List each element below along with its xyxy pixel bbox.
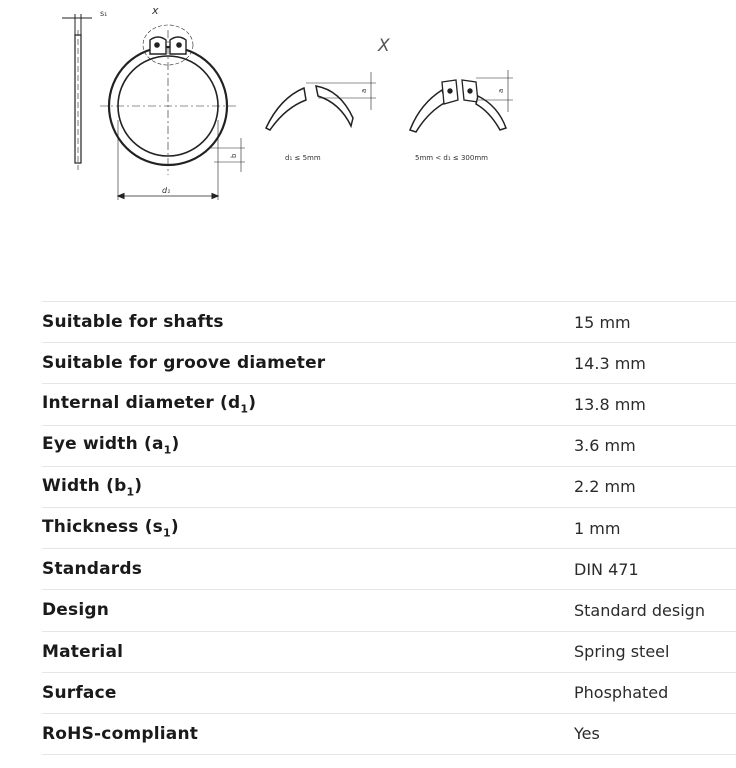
left-lug-hole — [155, 43, 160, 48]
spec-label: Standards — [42, 559, 143, 580]
spec-row — [42, 549, 736, 590]
spec-value: 2.2 mm — [574, 477, 636, 497]
spec-row — [42, 631, 736, 672]
detail-small-right-arm — [316, 86, 353, 126]
d1-label: d₁ — [162, 186, 171, 195]
spec-label: Internal diameter $(d_1)$ — [42, 393, 257, 416]
spec-row — [42, 507, 736, 548]
spec-label: Width $(b_1)$ — [42, 475, 143, 499]
spec-row — [42, 343, 736, 384]
detail-large-right-arm — [476, 96, 506, 130]
spec-row — [42, 713, 736, 754]
spec-label: Surface — [42, 682, 117, 703]
right-lug-hole — [177, 43, 182, 48]
detail-small-left-arm — [266, 88, 306, 130]
spec-row — [42, 590, 736, 631]
a-label-large: a — [497, 88, 505, 93]
detail-x-title: X — [378, 36, 390, 56]
technical-drawing — [0, 0, 736, 260]
spec-value: 13.8 mm — [574, 394, 646, 414]
spec-value: Phosphated — [574, 683, 669, 703]
a-label-small: a — [360, 88, 368, 93]
spec-value: 15 mm — [574, 312, 631, 332]
detail-large-left-arm — [410, 90, 446, 132]
spec-row — [42, 384, 736, 425]
circlip-diagram — [0, 0, 736, 260]
spec-label: Design — [42, 600, 110, 621]
spec-value: 1 mm — [574, 518, 621, 538]
spec-label: Suitable for groove diameter — [42, 353, 326, 374]
small-detail-caption: d₁ ≤ 5mm — [285, 154, 321, 162]
spec-label: Thickness $(s_1)$ — [42, 516, 179, 540]
spec-row — [42, 672, 736, 713]
s1-label: s₁ — [100, 9, 108, 18]
spec-value: Spring steel — [574, 642, 670, 662]
spec-label: RoHS-compliant — [42, 723, 199, 744]
spec-row — [42, 466, 736, 507]
spec-label: Material — [42, 641, 124, 662]
spec-label: Suitable for shafts — [42, 312, 224, 333]
spec-row — [42, 302, 736, 343]
spec-row — [42, 425, 736, 466]
spec-label: Eye width $(a_1)$ — [42, 434, 180, 457]
spec-value: Standard design — [574, 600, 705, 620]
spec-value: Yes — [574, 724, 600, 744]
b-label: b — [230, 153, 238, 158]
spec-value: DIN 471 — [574, 559, 639, 579]
x-label: x — [152, 4, 159, 17]
specifications-table — [42, 301, 736, 755]
large-detail-caption: 5mm < d₁ ≤ 300mm — [415, 154, 488, 162]
spec-value: 3.6 mm — [574, 436, 636, 456]
spec-value: 14.3 mm — [574, 353, 646, 373]
